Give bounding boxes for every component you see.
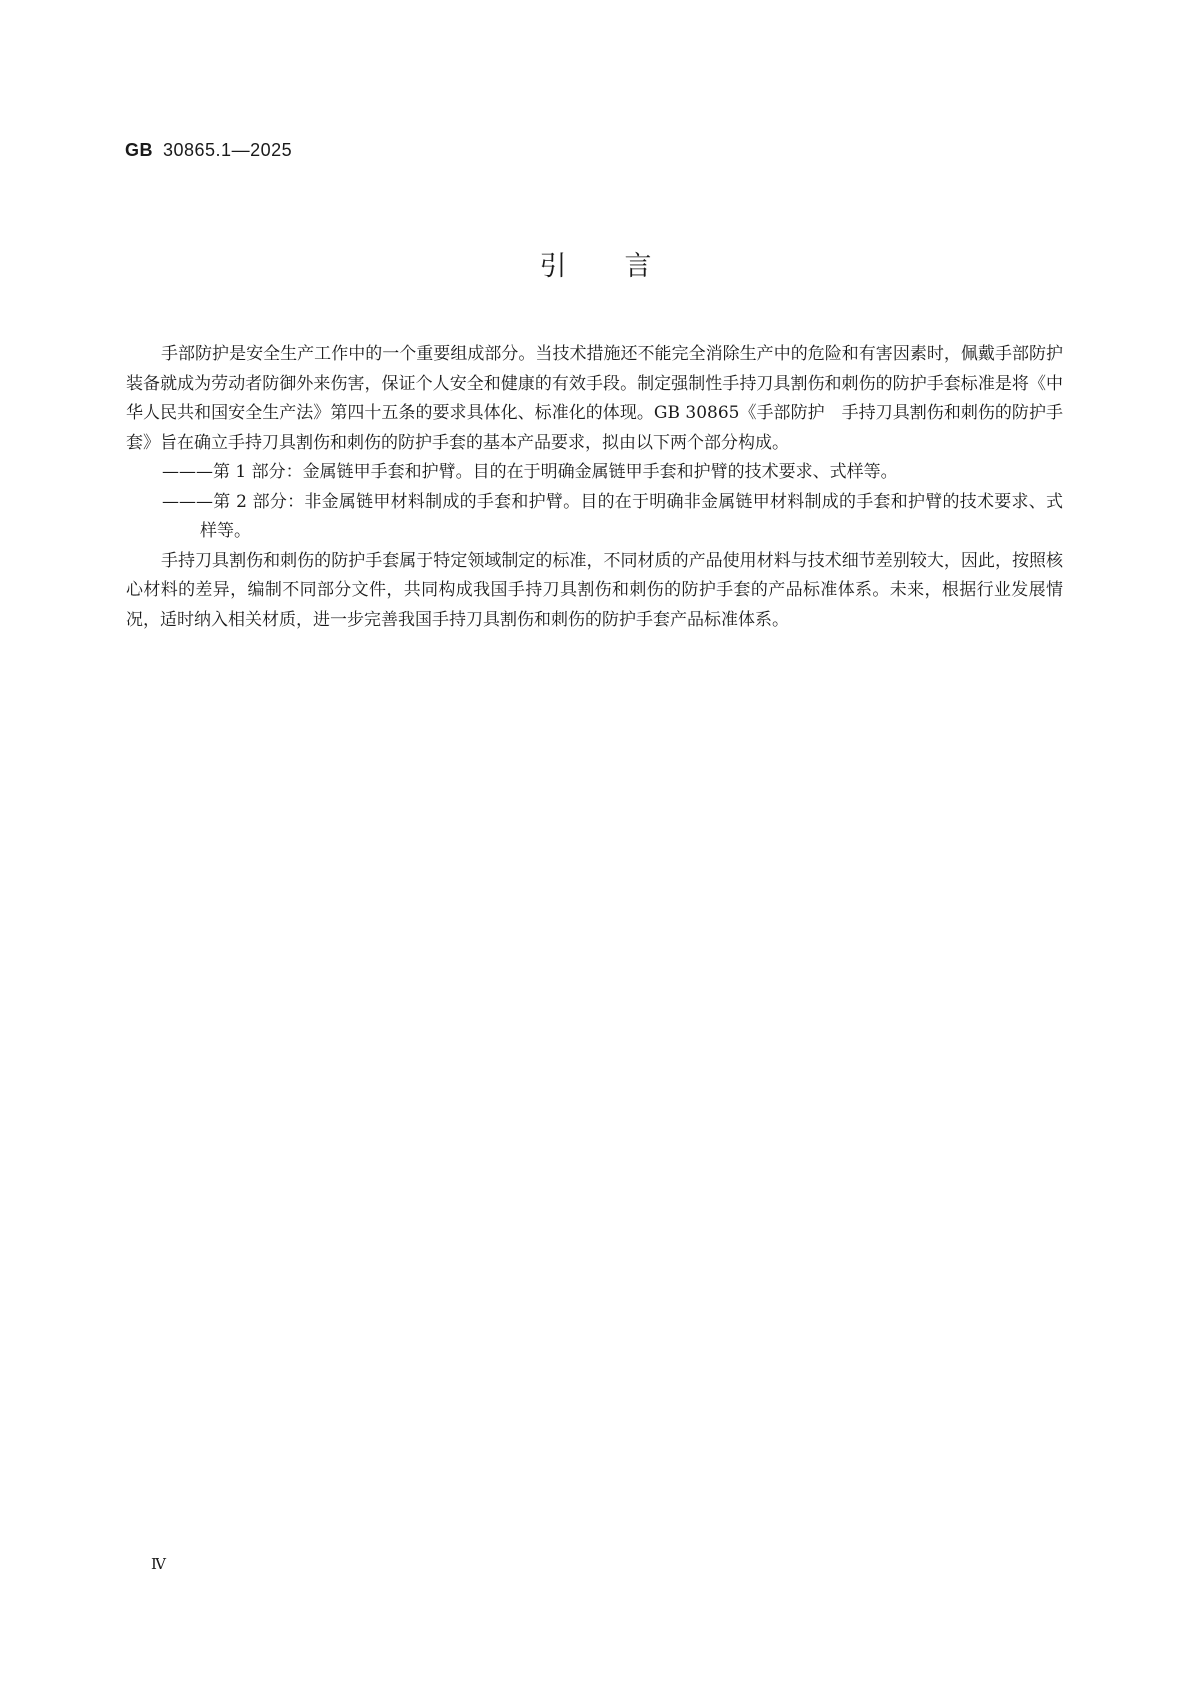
standard-code — [125, 140, 292, 161]
intro-paragraph-1: 手部防护是安全生产工作中的一个重要组成部分。当技术措施还不能完全消除生产中的危险和有害因素时，佩戴手部防护装备就成为劳动者防御外来伤害，保证个人安全和健康的有效手段。制定强制性手持刀具割伤和刺伤的防护手套标准是将《中华人民共和国安全生产法》第四十五条的要求具体化、标准化的体现。GB 30865《手部防护 手持刀具割伤和刺伤的防护手套》旨在确立手持刀具割伤和刺伤的防护手套的基本产品要求，拟由以下两个部分构成。 — [126, 344, 1063, 453]
intro-paragraph-2: 手持刀具割伤和刺伤的防护手套属于特定领域制定的标准，不同材质的产品使用材料与技术细节差别较大，因此，按照核心材料的差异，编制不同部分文件，共同构成我国手持刀具割伤和刺伤的防护手套的产品标准体系。未来，根据行业发展情况，适时纳入相关材质，进一步完善我国手持刀具割伤和刺伤的防护手套产品标准体系。 — [126, 550, 1063, 630]
standard-prefix: GB — [125, 140, 153, 160]
page-title: 引言 — [539, 251, 710, 282]
list-item-part-2: ———第 2 部分：非金属链甲材料制成的手套和护臂。目的在于明确非金属链甲材料制成的手套和护臂的技术要求、式样等。 — [162, 491, 1063, 541]
introduction-body — [126, 340, 1063, 635]
page-number: Ⅳ — [151, 1555, 166, 1573]
list-item-part-1: ———第 1 部分：金属链甲手套和护臂。目的在于明确金属链甲手套和护臂的技术要求、式样等。 — [162, 462, 898, 482]
standard-number: 30865.1—2025 — [163, 140, 293, 160]
